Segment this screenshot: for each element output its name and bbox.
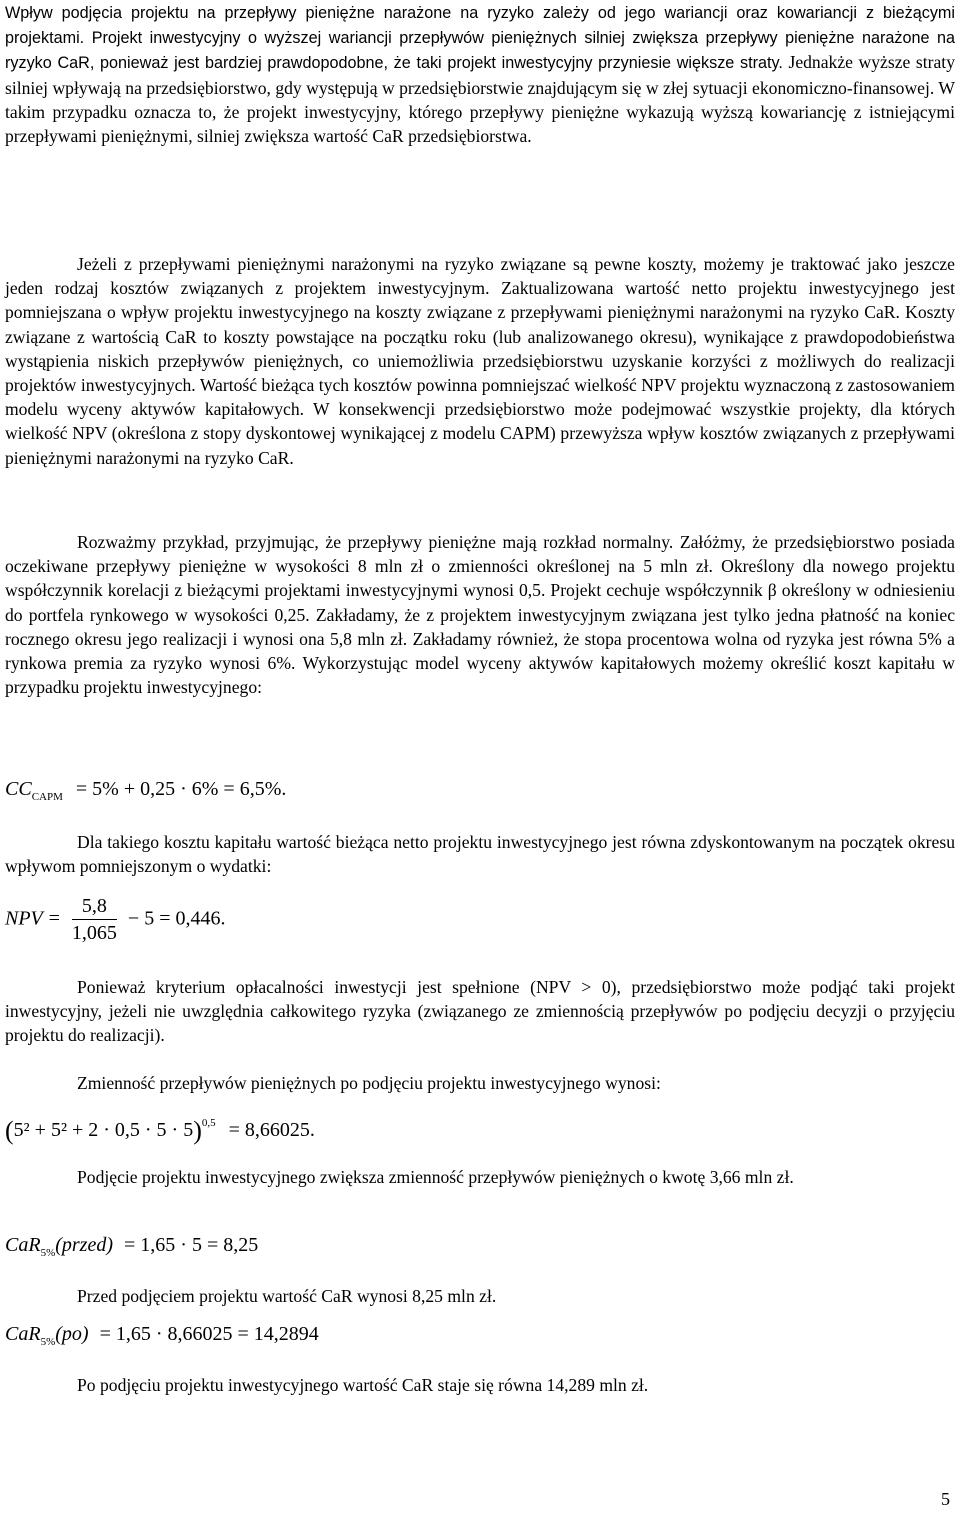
equation-cost-of-capital bbox=[5, 778, 955, 803]
eq-argument: (przed) bbox=[55, 1234, 113, 1256]
eq-rhs: − 5 = 0,446. bbox=[127, 907, 226, 930]
paragraph-criterion: Ponieważ kryterium opłacalności inwestycji jest spełnione (NPV > 0), przedsiębiorstwo może podjąć taki projekt inwestycyjny, jeżeli nie uwzględnia całkowitego ryzyka (związanego ze zmiennością przepływów po podjęciu decyzji o przyjęciu projektu do realizacji). bbox=[5, 977, 955, 1046]
paragraph-variance-increase: Podjęcie projektu inwestycyjnego zwiększa zmienność przepływów pieniężnych o kwotę 3,66 mln zł. bbox=[77, 1167, 794, 1187]
eq-lhs: CaR bbox=[5, 1323, 41, 1345]
eq-subscript: CAPM bbox=[31, 791, 63, 803]
eq-rhs: = 1,65 · 8,66025 = 14,2894 bbox=[99, 1323, 319, 1345]
paragraph-example: Rozważmy przykład, przyjmując, że przepływy pieniężne mają rozkład normalny. Załóżmy, że przedsiębiorstwo posiada oczekiwane przepływy pieniężne w wysokości 8 mln zł o zmienności określonej na 5 mln zł. Określony dla nowego projektu współczynnik korelacji z bieżącymi projektami inwestycyjnymi wynosi 0,5. Projekt cechuje współczynnik β określony w odniesieniu do portfela rynkowego w wysokości 0,25. Zakładamy, że z projektem inwestycyjnym związana jest tylko jedna płatność na koniec rocznego okresu jego realizacji i wynosi ona 5,8 mln zł. Zakładamy również, że stopa procentowa wolna od ryzyka jest równa 5% a rynkowa premia za ryzyko wynosi 6%. Wykorzystując model wyceny aktywów kapitałowych możemy określić koszt kapitału w przypadku projektu inwestycyjnego: bbox=[5, 532, 955, 698]
eq-open-paren: ( bbox=[5, 1116, 14, 1145]
paragraph-text-serif: W takim przypadku oznacza to, że projekt inwestycyjny, którego przepływy pieniężne wykazują wyższą kowariancję z istniejącymi przepływami pieniężnymi, silniej zwiększa wartość CaR przedsiębiorstwa. bbox=[5, 77, 956, 147]
eq-subscript: 5% bbox=[40, 1247, 56, 1259]
eq-lhs: CaR bbox=[5, 1234, 41, 1256]
eq-close-paren: ) bbox=[193, 1116, 202, 1145]
paragraph-car-before: Przed podjęciem projektu wartość CaR wynosi 8,25 mln zł. bbox=[77, 1286, 497, 1306]
paragraph-car-impact bbox=[5, 0, 955, 148]
equation-car-before bbox=[5, 1234, 955, 1259]
equation-variance bbox=[5, 1116, 955, 1146]
paragraph-car-after: Po podjęciu projektu inwestycyjnego wartość CaR staje się równa 14,289 mln zł. bbox=[77, 1375, 649, 1395]
eq-subscript: 5% bbox=[40, 1336, 56, 1348]
eq-argument: (po) bbox=[55, 1323, 89, 1345]
eq-lhs: CC bbox=[5, 778, 32, 800]
eq-rhs: = 5% + 0,25 · 6% = 6,5%. bbox=[75, 778, 287, 800]
paragraph-npv-intro: Dla takiego kosztu kapitału wartość bieżąca netto projektu inwestycyjnego jest równa zdyskontowanym na początek okresu wpływom pomniejszonym o wydatki: bbox=[5, 832, 955, 877]
eq-lhs: NPV = bbox=[5, 907, 61, 930]
fraction-denominator: 1,065 bbox=[71, 922, 117, 944]
fraction-numerator: 5,8 bbox=[72, 895, 117, 920]
page-number: 5 bbox=[941, 1489, 950, 1509]
eq-body: 5² + 5² + 2 · 0,5 · 5 · 5 bbox=[13, 1119, 194, 1141]
eq-exponent: 0,5 bbox=[201, 1117, 216, 1129]
equation-car-after bbox=[5, 1323, 955, 1348]
eq-fraction bbox=[72, 895, 117, 945]
document-page bbox=[5, 0, 955, 1521]
paragraph-text-sans: Wpływ podjęcia projektu na przepływy pieniężne narażone na ryzyko zależy od jego wariancji oraz kowariancji z bieżącymi projektami. Projekt inwestycyjny o wyższej wariancji przepływów pieniężnych silniej zwiększa przepływy pieniężne narażone na ryzyko CaR, ponieważ jest bardziej prawdopodobne, że taki projekt inwestycyjny przyniesie większe straty. bbox=[5, 4, 955, 73]
eq-rhs: = 8,66025. bbox=[228, 1119, 315, 1141]
paragraph-text-serif: Jednakże wyższe straty silniej wpływają na przedsiębiorstwo, gdy występują w przedsiębiorstwie znajdującym się w złej sytuacji ekonomiczno-finansowej. bbox=[5, 52, 955, 98]
eq-rhs: = 1,65 · 5 = 8,25 bbox=[124, 1234, 259, 1256]
equation-npv bbox=[5, 895, 955, 945]
paragraph-costs: Jeżeli z przepływami pieniężnymi narażonymi na ryzyko związane są pewne koszty, możemy je traktować jako jeszcze jeden rodzaj kosztów związanych z projektem inwestycyjnym. Zaktualizowana wartość netto projektu inwestycyjnego jest pomniejszana o wpływ projektu inwestycyjnego na koszty związane z przepływami pieniężnymi narażonymi na ryzyko CaR. Koszty związane z wartością CaR to koszty powstające na początku roku (lub analizowanego okresu), wynikające z prawdopodobieństwa wystąpienia niskich przepływów pieniężnych, co uniemożliwia przedsiębiorstwu uzyskanie korzyści z możliwych do realizacji projektów inwestycyjnych. Wartość bieżąca tych kosztów powinna pomniejszać wielkość NPV projektu wyznaczoną z zastosowaniem modelu wyceny aktywów kapitałowych. W konsekwencji przedsiębiorstwo może podejmować wszystkie projekty, dla których wielkość NPV (określona z stopy dyskontowej wynikającej z modelu CAPM) przewyższa wpływ kosztów związanych z przepływami pieniężnymi narażonymi na ryzyko CaR. bbox=[5, 254, 955, 468]
paragraph-variance-intro: Zmienność przepływów pieniężnych po podjęciu projektu inwestycyjnego wynosi: bbox=[77, 1073, 661, 1093]
